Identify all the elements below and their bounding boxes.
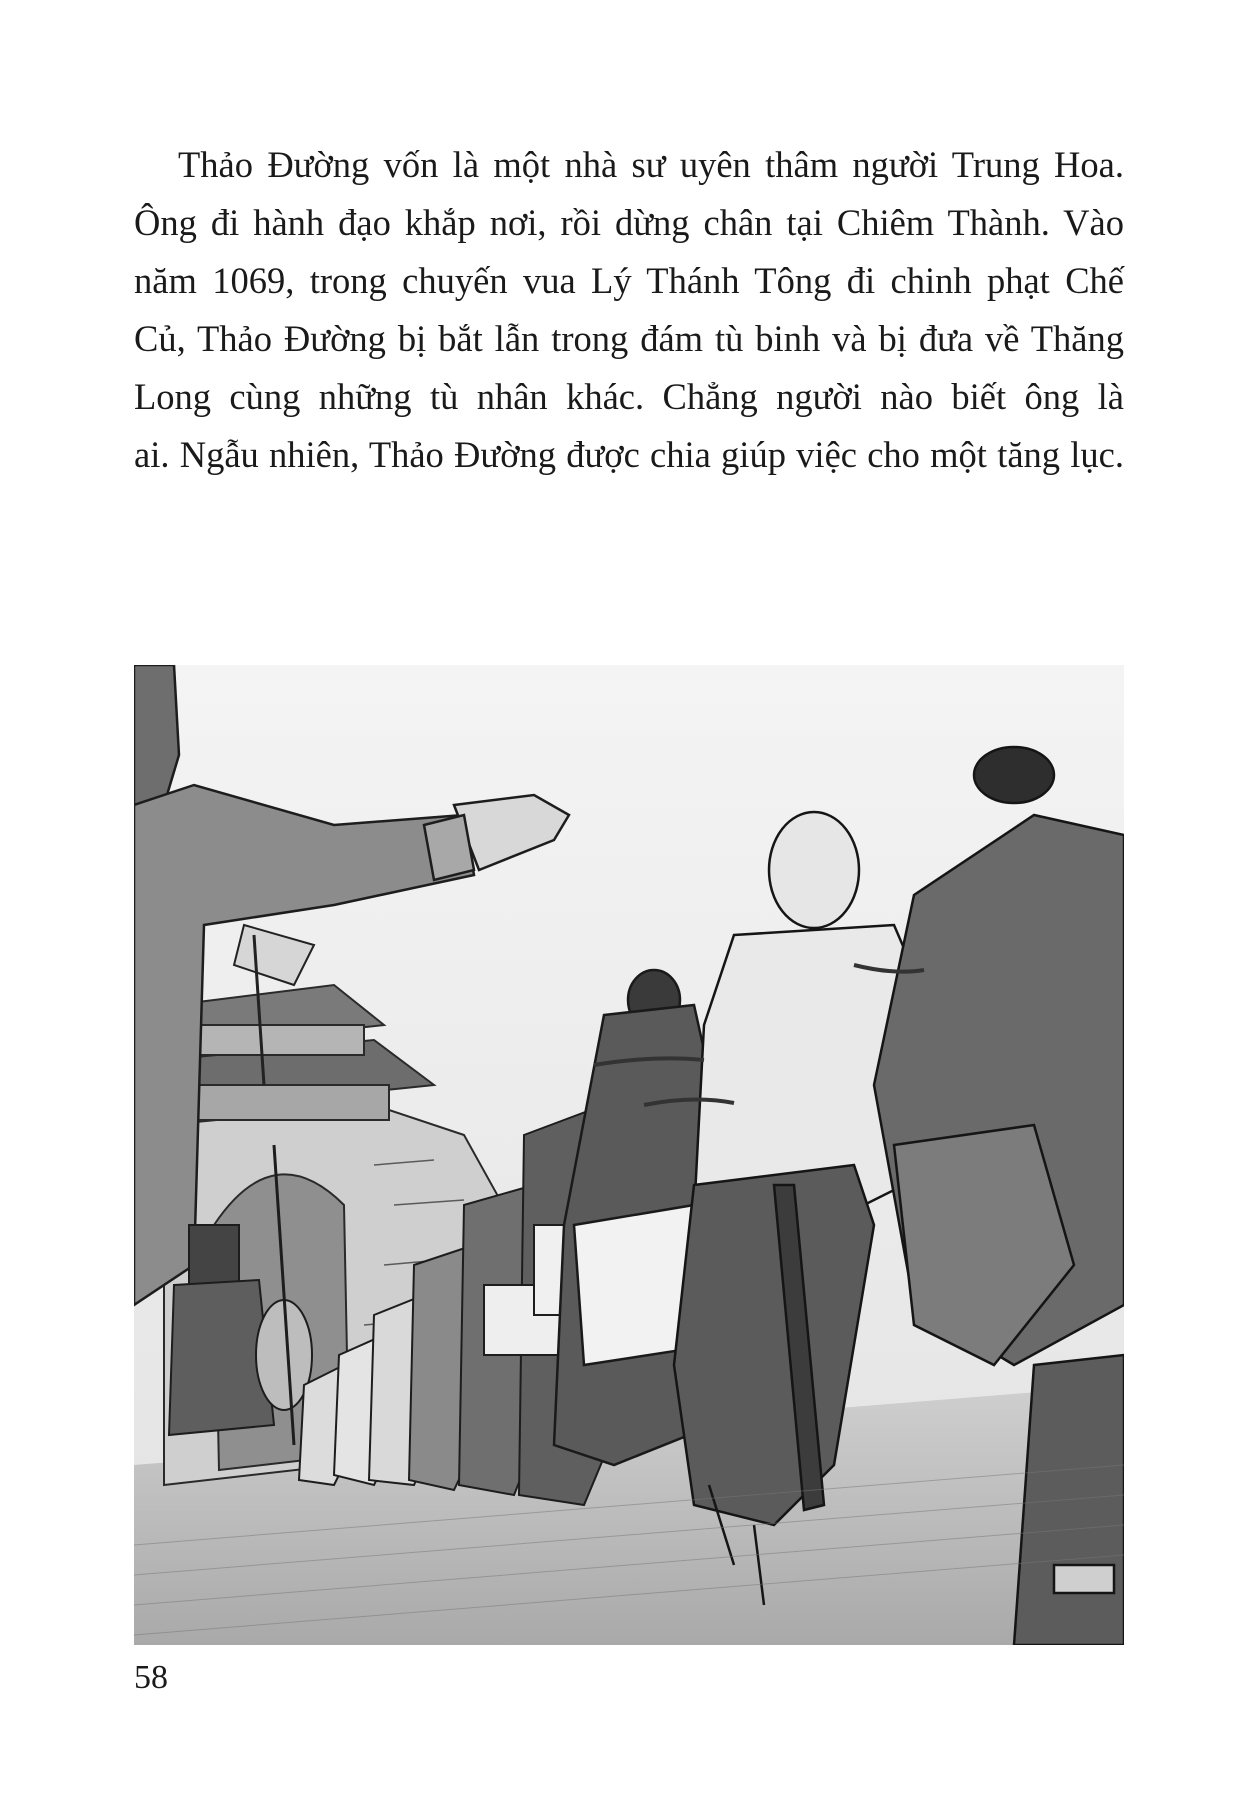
prisoners-procession-illustration — [134, 665, 1124, 1645]
paragraph-line: Củ, Thảo Đường bị bắt lẫn trong đám tù binh và bị đưa về Thăng — [134, 318, 1124, 359]
paragraph-line: Ông đi hành đạo khắp nơi, rồi dừng chân tại Chiêm Thành. Vào — [134, 202, 1124, 243]
paragraph-line: ai. Ngẫu nhiên, Thảo Đường được chia giúp việc cho một tăng lục. — [134, 434, 1124, 475]
story-paragraph — [134, 136, 1124, 484]
paragraph-line: năm 1069, trong chuyến vua Lý Thánh Tông đi chinh phạt Chế — [134, 260, 1124, 301]
page-number: 58 — [134, 1659, 168, 1696]
paragraph-line: Long cùng những tù nhân khác. Chẳng người nào biết ông là — [134, 376, 1124, 417]
paragraph-line: Thảo Đường vốn là một nhà sư uyên thâm người Trung Hoa. — [178, 144, 1124, 185]
